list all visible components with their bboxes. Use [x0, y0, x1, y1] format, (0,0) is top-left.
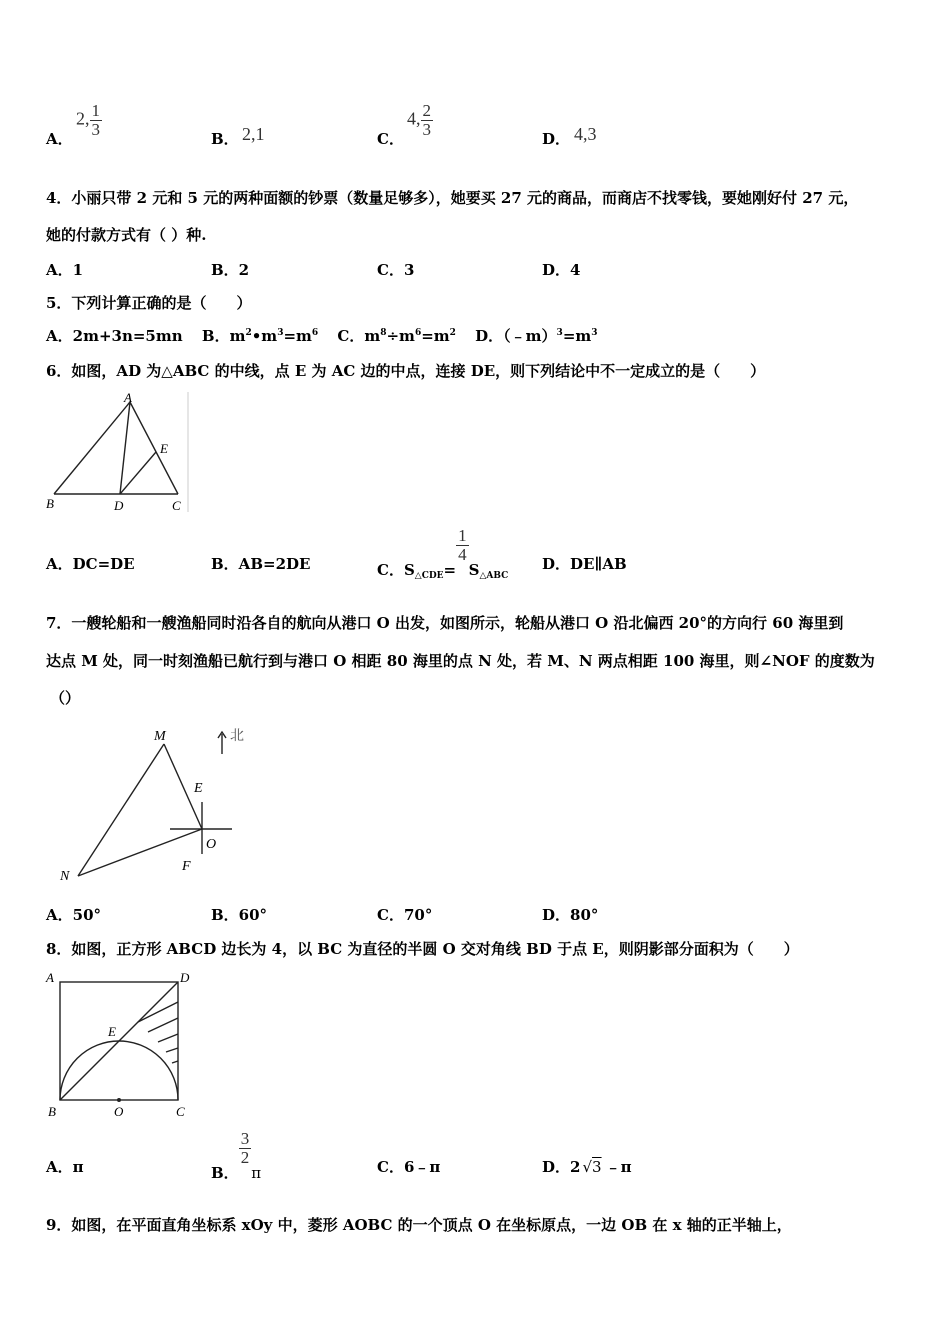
q3-option-c-value: 4, $\frac{2}{3}$: [407, 101, 431, 139]
q7-option-d: D．80°: [542, 906, 599, 924]
q5-stem: 5．下列计算正确的是（ ）: [46, 294, 252, 312]
q7-label-m: M: [154, 729, 166, 744]
q8-label-b: B: [48, 1104, 56, 1119]
q7-navigation-figure: [56, 722, 256, 888]
q6-label-b: B: [46, 496, 54, 511]
q6-option-a: A．DC=DE: [46, 555, 135, 573]
q4-stem-line2: 她的付款方式有（ ）种.: [46, 226, 207, 244]
q5-option-d: D．$(﹣m)^3=m^3$: [475, 327, 598, 345]
q3-option-a-label: A．: [46, 130, 73, 148]
q8-label-o: O: [114, 1104, 124, 1119]
q9-stem: 9．如图，在平面直角坐标系 xOy 中，菱形 AOBC 的一个顶点 O 在坐标原点，一边 OB 在 x 轴的正半轴上，: [46, 1216, 792, 1234]
q6-option-b: B．AB=2DE: [211, 555, 311, 573]
q8-stem: 8．如图，正方形 ABCD 边长为 4，以 BC 为直径的半圆 O 交对角线 BD 于点 E，则阴影部分面积为（ ）: [46, 940, 799, 958]
q7-label-f: F: [182, 859, 191, 874]
q8-label-a: A: [46, 970, 54, 985]
q7-option-a: A．50°: [46, 906, 102, 924]
q8-option-d: D．2 √3 ﹣π: [542, 1158, 632, 1176]
q3-option-c-label: C．: [377, 130, 404, 148]
q8-label-e: E: [108, 1024, 116, 1039]
q7-label-o: O: [206, 837, 217, 852]
q4-option-c: C．3: [377, 261, 415, 279]
q6-label-a: A: [124, 390, 132, 405]
q7-option-b: B．60°: [211, 906, 268, 924]
q3-option-a-value: 2, $\frac{1}{3}$: [76, 101, 100, 139]
q7-stem-line2: 达点 M 处，同一时刻渔船已航行到与港口 O 相距 80 海里的点 N 处，若 M、N 两点相距 100 海里，则∠NOF 的度数为: [46, 652, 875, 670]
q4-stem-line1: 4．小丽只带 2 元和 5 元的两种面额的钞票（数量足够多），她要买 27 元的商品，而商店不找零钱，要她刚好付 27 元，: [46, 189, 859, 207]
q6-option-d: D．DE∥AB: [542, 555, 627, 573]
q7-north-label: 北: [230, 728, 244, 744]
q4-option-b: B．2: [211, 261, 250, 279]
q3-option-b-value: 2,1: [242, 124, 265, 144]
q6-label-d: D: [114, 498, 124, 513]
q3-option-d-value: 4,3: [574, 124, 597, 144]
q8-square-figure: [42, 966, 202, 1122]
q6-option-c: C．$S_{\triangle CDE}=$ $\frac{1}{4}$ $S_{\triangle ABC}$: [377, 526, 509, 582]
q6-triangle-figure: [44, 390, 190, 516]
q8-option-a: A．π: [46, 1158, 84, 1176]
q3-option-d-label: D．: [542, 130, 571, 148]
q7-label-e: E: [194, 781, 203, 796]
q6-label-e: E: [160, 441, 168, 456]
q7-stem-line1: 7．一艘轮船和一艘渔船同时沿各自的航向从港口 O 出发，如图所示，轮船从港口 O 沿北偏西 20°的方向行 60 海里到: [46, 614, 844, 632]
q6-stem: 6．如图，AD 为△ABC 的中线，点 E 为 AC 边的中点，连接 DE，则下列结论中不一定成立的是（ ）: [46, 362, 766, 380]
q7-label-n: N: [60, 869, 70, 884]
q6-label-c: C: [172, 498, 181, 513]
q8-option-c: C．6﹣π: [377, 1158, 441, 1176]
q5-option-b: B．$m^2•m^3=m^6$: [201, 327, 319, 345]
q5-option-a: A．2m+3n=5mn: [46, 327, 183, 345]
q3-option-b-label: B．: [211, 130, 239, 148]
q5-option-c: C．$m^8\div m^6=m^2$: [337, 327, 456, 345]
q4-option-d: D．4: [542, 261, 581, 279]
q8-label-d: D: [180, 970, 190, 985]
q7-option-c: C．70°: [377, 906, 433, 924]
q8-option-b: B． $\frac{3}{2}$ π: [211, 1129, 262, 1183]
q4-option-a: A．1: [46, 261, 84, 279]
q8-label-c: C: [176, 1104, 185, 1119]
q7-stem-line3: （）: [50, 689, 81, 707]
q5-options: [46, 325, 598, 346]
